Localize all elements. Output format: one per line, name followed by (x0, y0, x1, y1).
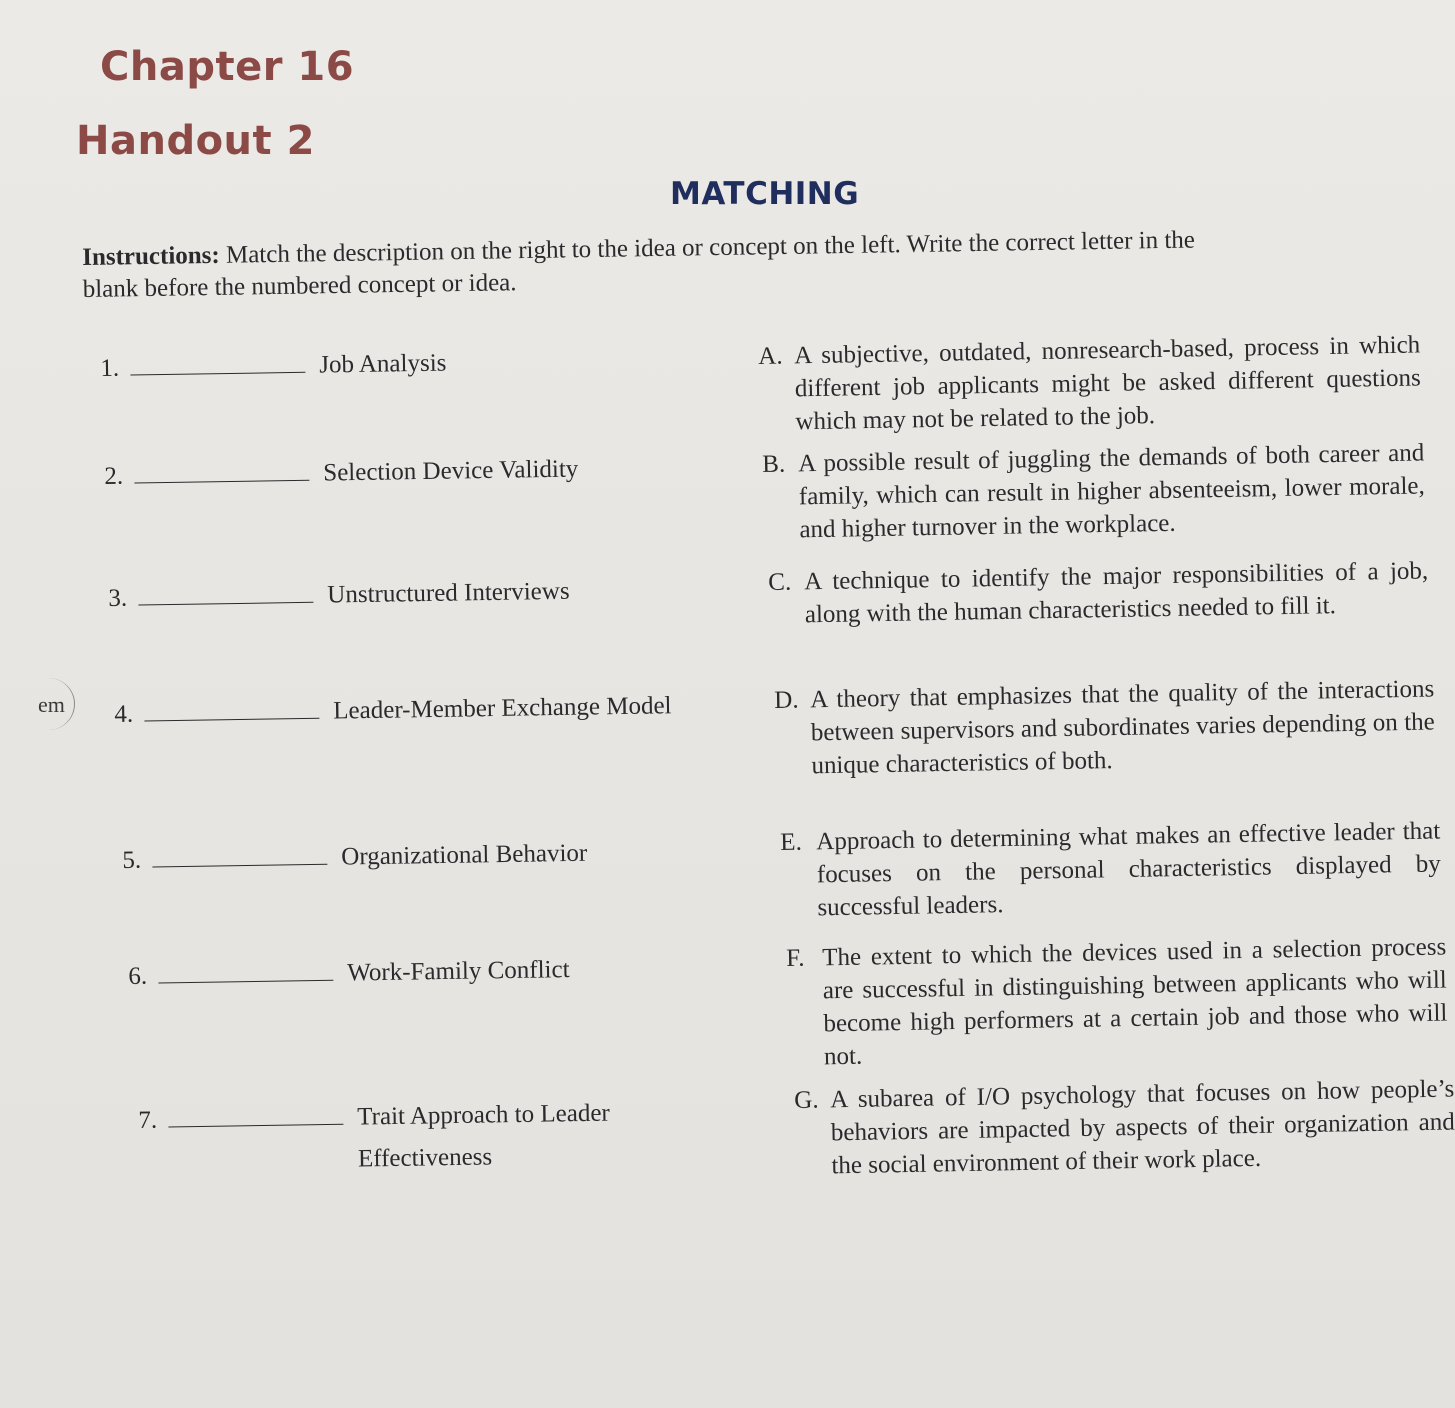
concept-label: Trait Approach to Leader Effectiveness (357, 1099, 610, 1173)
concept-number: 7. (138, 1106, 158, 1134)
concept-label: Work-Family Conflict (347, 956, 570, 987)
concept-number: 5. (122, 846, 142, 874)
description-letter: A. (758, 342, 783, 370)
description-letter: E. (780, 828, 803, 856)
concept-item-3 (108, 571, 570, 620)
description-text: A subjective, outdated, nonresearch-based, process in which different job applicants might be asked different questions which may not be related to the job. (794, 331, 1421, 436)
instructions-lead: Instructions: (82, 241, 220, 271)
concept-number: 1. (100, 354, 120, 382)
description-c (768, 554, 1429, 632)
concept-number: 6. (128, 962, 148, 990)
answer-blank-4[interactable] (144, 694, 319, 722)
concept-label: Leader-Member Exchange Model (333, 692, 672, 725)
answer-blank-3[interactable] (138, 578, 313, 606)
margin-note-text: em (38, 692, 65, 717)
margin-note (22, 678, 75, 730)
description-text: A possible result of juggling the demands of both career and family, which can result in higher absenteeism, lower morale, and higher turnover in the workplace. (798, 439, 1425, 544)
instructions-text: Match the description on the right to the idea or concept on the left. Write the correct letter in the blank before the numbered concept or idea. (82, 226, 1196, 303)
handout-heading: Handout 2 (76, 118, 315, 164)
description-letter: D. (774, 686, 799, 714)
concept-item-7 (138, 1092, 648, 1184)
description-text: A theory that emphasizes that the quality of the interactions between supervisors and subordinates varies depending on the unique characteristics of both. (810, 675, 1435, 780)
description-letter: F. (786, 944, 805, 972)
description-e (780, 814, 1442, 925)
concept-number: 3. (108, 584, 128, 612)
answer-blank-7[interactable] (168, 1100, 343, 1128)
description-text: A technique to identify the major responsibilities of a job, along with the human characteristics needed to fill it. (804, 557, 1429, 629)
concept-item-4 (114, 685, 672, 736)
description-f (786, 930, 1448, 1073)
concept-item-2 (104, 449, 579, 498)
concept-item-5 (122, 833, 588, 882)
description-text: A subarea of I/O psychology that focuses on how people’s behaviors are impacted by aspects of their organization and the social environment of their work place. (830, 1075, 1455, 1180)
concept-number: 2. (104, 462, 124, 490)
description-b (762, 436, 1426, 547)
description-a (758, 328, 1422, 439)
concept-label: Organizational Behavior (341, 839, 588, 871)
description-letter: G. (794, 1086, 819, 1114)
description-letter: C. (768, 568, 792, 596)
chapter-heading: Chapter 16 (100, 44, 355, 90)
description-g (794, 1072, 1455, 1183)
section-title: MATCHING (670, 176, 860, 212)
concept-label: Job Analysis (319, 349, 447, 379)
answer-blank-1[interactable] (130, 348, 305, 376)
concept-label: Unstructured Interviews (327, 577, 570, 609)
concept-item-6 (128, 949, 570, 998)
description-text: Approach to determining what makes an effective leader that focuses on the personal characteristics displayed by successful leaders. (816, 817, 1441, 922)
concept-number: 4. (114, 700, 134, 728)
answer-blank-6[interactable] (158, 956, 333, 984)
concept-label: Selection Device Validity (323, 455, 579, 487)
answer-blank-5[interactable] (152, 840, 327, 868)
concept-item-1 (100, 343, 447, 390)
description-text: The extent to which the devices used in a selection process are successful in distinguishing between applicants who will become high performers at a certain job and those who will not. (822, 933, 1448, 1071)
instructions (82, 224, 1213, 306)
answer-blank-2[interactable] (134, 456, 309, 484)
description-letter: B. (762, 450, 786, 478)
description-d (774, 672, 1436, 783)
